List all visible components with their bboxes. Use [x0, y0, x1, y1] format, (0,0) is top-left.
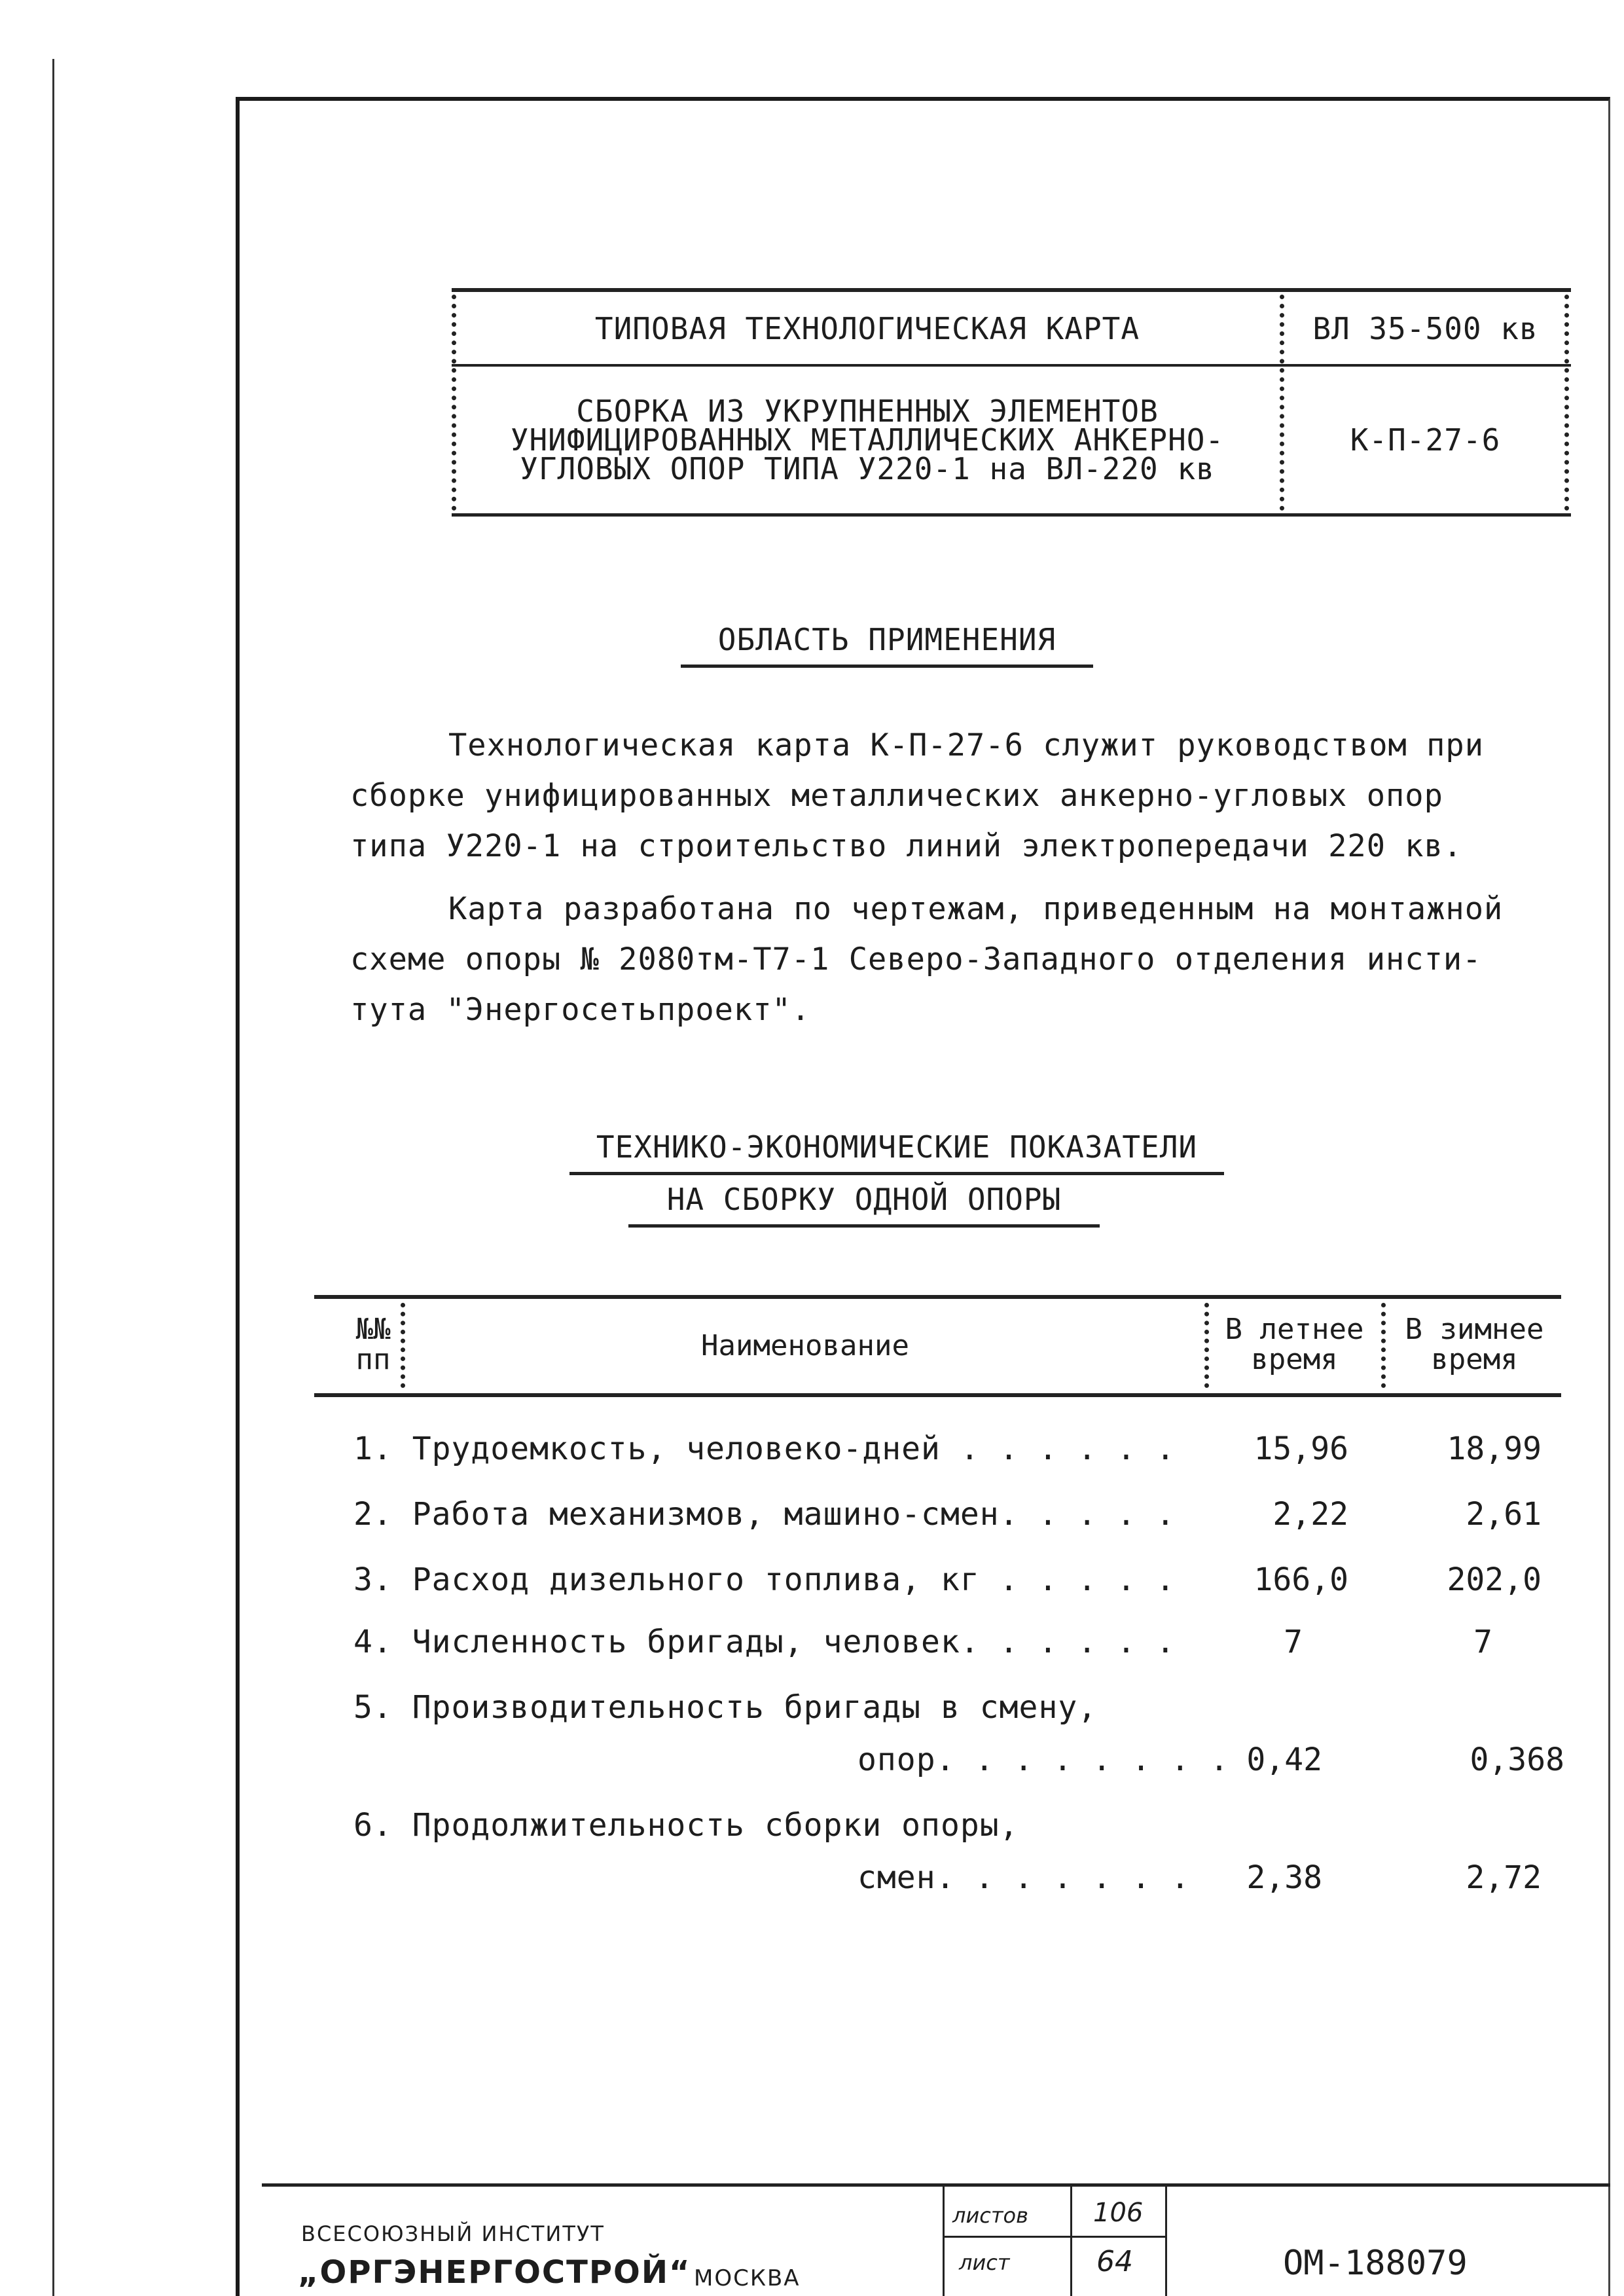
header-block: [452, 288, 1571, 517]
scan-margin-line: [52, 59, 54, 2296]
table-row-label: 4. Численность бригады, человек. . . . . .: [353, 1624, 1176, 1660]
footer-stamp: [262, 2183, 1610, 2296]
table-cell-winter: 18,99: [1447, 1430, 1542, 1467]
table-cell-winter: 2,61: [1466, 1496, 1542, 1533]
indicators-title-line1: ТЕХНИКО-ЭКОНОМИЧЕСКИЕ ПОКАЗАТЕЛИ: [596, 1129, 1198, 1165]
table-row-label: 6. Продолжительность сборки опоры,: [353, 1807, 1019, 1844]
table-cell-summer: 7: [1284, 1624, 1303, 1660]
document-number: ОМ-188079: [1283, 2244, 1468, 2283]
table-cell-summer: 2,22: [1272, 1496, 1348, 1533]
table-cell-summer: 166,0: [1254, 1561, 1348, 1598]
voltage-range-code: ВЛ 35-500 кв: [1312, 311, 1538, 346]
col-header-winter: В зимнее время: [1405, 1313, 1544, 1376]
table-row-label: 3. Расход дизельного топлива, кг . . . . .: [353, 1561, 1176, 1598]
institute-name: „ОРГЭНЕРГОСТРОЙ“: [298, 2254, 691, 2291]
card-number: К-П-27-6: [1350, 422, 1501, 458]
scope-title: ОБЛАСТЬ ПРИМЕНЕНИЯ: [717, 622, 1056, 657]
table-cell-winter: 2,72: [1466, 1859, 1542, 1896]
city: МОСКВА: [694, 2265, 801, 2291]
table-cell-summer: 2,38: [1246, 1859, 1322, 1896]
table-row-label: 1. Трудоемкость, человеко-дней . . . . . .: [353, 1430, 1176, 1467]
table-row-label-continued: смен. . . . . . .: [857, 1859, 1191, 1896]
sheets-value: 106: [1093, 2198, 1144, 2228]
sheet-label: лист: [959, 2250, 1010, 2275]
indicators-title-underline-1: [569, 1172, 1224, 1175]
indicators-title-underline-2: [628, 1224, 1100, 1228]
sheet-value: 64: [1096, 2245, 1133, 2278]
scope-title-underline: [681, 665, 1093, 668]
col-header-summer: В летнее время: [1225, 1313, 1364, 1376]
table-row-label: 2. Работа механизмов, машино-смен. . . . .: [353, 1496, 1176, 1533]
scope-paragraph-1: Технологическая карта К-П-27-6 служит руководством при сборке унифицированных металлических анкерно-угловых опор типа У220-1 на строительство линий электропередачи 220 кв.: [350, 727, 1485, 864]
indicators-title-line2: НА СБОРКУ ОДНОЙ ОПОРЫ: [666, 1182, 1062, 1217]
table-cell-winter: 202,0: [1447, 1561, 1542, 1598]
table-row-label-continued: опор. . . . . . . .: [857, 1741, 1230, 1778]
card-type-title: ТИПОВАЯ ТЕХНОЛОГИЧЕСКАЯ КАРТА: [594, 311, 1140, 346]
table-cell-winter: 0,368: [1470, 1741, 1564, 1778]
col-header-number: №№ пп: [355, 1313, 391, 1376]
card-subtitle: СБОРКА ИЗ УКРУПНЕННЫХ ЭЛЕМЕНТОВ УНИФИЦИРОВАННЫХ МЕТАЛЛИЧЕСКИХ АНКЕРНО- УГЛОВЫХ ОПОР ТИПА У220-1 на ВЛ-220 кв: [510, 393, 1225, 486]
table-row-label: 5. Производительность бригады в смену,: [353, 1689, 1098, 1726]
scope-paragraph-2: Карта разработана по чертежам, приведенным на монтажной схеме опоры № 2080тм-Т7-1 Северо-Западного отделения инсти- тута "Энергосетьпроект".: [350, 891, 1504, 1028]
table-cell-summer: 0,42: [1246, 1741, 1322, 1778]
col-header-name: Наименование: [701, 1329, 909, 1362]
table-header-rule: [314, 1393, 1561, 1397]
sheets-label: листов: [952, 2203, 1028, 2228]
institute-line1: ВСЕСОЮЗНЫЙ ИНСТИТУТ: [301, 2221, 605, 2246]
table-cell-winter: 7: [1473, 1624, 1492, 1660]
table-top-rule: [314, 1295, 1561, 1299]
table-cell-summer: 15,96: [1254, 1430, 1348, 1467]
